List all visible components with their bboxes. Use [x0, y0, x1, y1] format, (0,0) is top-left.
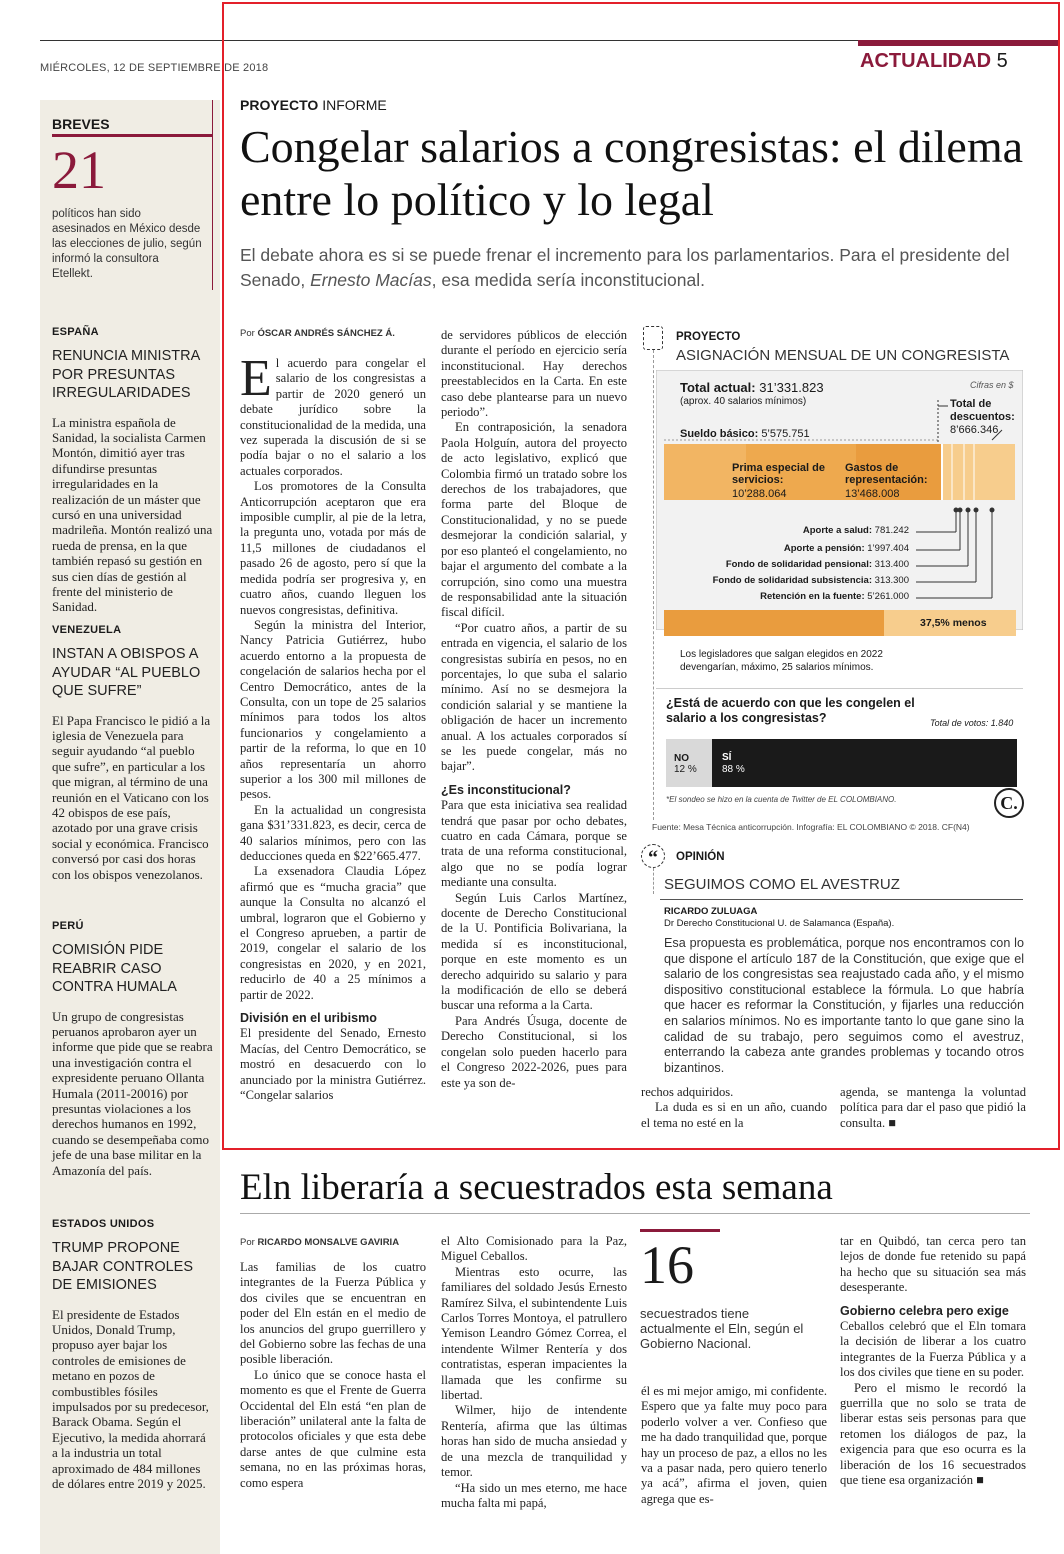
poll-divider	[656, 688, 1023, 689]
paragraph: El presidente del Senado, Ernesto Macías, del Centro Democrático, se mostró en desacuerdo con lo anunciado por la ministra Gutiérrez. “Congelar salarios	[240, 1026, 426, 1103]
gastos-value: 13’468.008	[845, 488, 900, 500]
paragraph: Lo único que se conoce hasta el momento es que el Frente de Guerra Occidental del Eln está “en plan de liberación” unilateral ante la falta de protocolos oficiales y que esta debe darse antes de que culmine esta semana, no en las próximas horas, como espera	[240, 1367, 426, 1490]
brief-country: ESPAÑA	[52, 326, 99, 338]
poll-question: ¿Está de acuerdo con que les congelen el salario a los congresistas?	[666, 696, 915, 725]
stat-bar	[640, 1229, 720, 1232]
sidebar-item-venezuela	[52, 624, 214, 882]
deduction-value: 1’997.404	[867, 543, 909, 554]
brief-title: INSTAN A OBISPOS A AYUDAR “AL PUEBLO QUE SUFRE”	[52, 646, 201, 699]
deduction-label: Fondo de solidaridad pensional:	[725, 559, 873, 570]
paragraph: Según la ministra del Interior, Nancy Patricia Gutiérrez, hubo acuerdo entorno a la propuesta de congelación de salarios hecha por el Centro Democrático, antes de la Consulta, con un tope de 25 salarios mínimos para todos los altos funcionarios y congelamiento a partir de la reforma, lo que en 10 años representaría un ahorro superior a los 300 mil millones de pesos.	[240, 617, 426, 802]
paragraph: Mientras esto ocurre, las familiares del soldado Jesús Ernesto Ramírez Silva, el subintendente Luis Carlos Torres Montoya, el patrullero Yemison Leandro Gómez Correa, el intendente Wilmer Rentería y dos contratistas, esperan impacientes la llamada que les confirme su libertad.	[441, 1264, 627, 1403]
subheading: División en el uribismo	[240, 1011, 377, 1026]
stat-text: secuestrados tiene actualmente el Eln, según el Gobierno Nacional.	[640, 1306, 804, 1351]
total-actual	[680, 380, 824, 395]
article-column-4	[840, 1085, 1026, 1131]
subheading: Gobierno celebra pero exige	[840, 1303, 1009, 1318]
paragraph: Según Luis Carlos Martínez, docente de Derecho Constitucional de la U. Pontificia Bolivariana, la medida sí es inconstitucional, porque en este momento es un derecho adquirido su salario y para la modificación de ello se deberá buscar una reforma a la Carta.	[441, 890, 627, 1013]
breves-number: 21	[52, 140, 106, 200]
descuentos-label: Total de descuentos:	[950, 398, 1015, 423]
brief-body: Un grupo de congresistas peruanos aprobaron ayer un informe que pide que se reabra una investigación contra el expresidente peruano Ollanta Humala (2011-20016) por presuntas violaciones a los derechos humanos en 1992, cuando se desempeñaba como jefe de una base militar en la Amazonía del país.	[52, 1008, 213, 1178]
deduction-label: Retención en la fuente:	[760, 591, 865, 602]
opinion-guide-line	[653, 868, 654, 894]
paragraph: de servidores públicos de elección durante el período en ejercicio sería inconstitucional. Hay derechos preestablecidos en la Carta. En este caso debe plantearse para un nuevo periodo”.	[441, 328, 627, 420]
paragraph: “Por cuatro años, a partir de su entrada en vigencia, el salario de los congresistas subiría en pesos, no en porcentajes, lo que suba el salario mínimo. Así no se desmejora la condición salarial y se mantiene la obligación de hacer un incremento anual. A los actuales corporados sí se les puede congelar, más no bajar”.	[441, 620, 627, 774]
article2-column-2	[441, 1234, 627, 1511]
deduction-value: 5’261.000	[867, 591, 909, 602]
byline-author: ÓSCAR ANDRÉS SÁNCHEZ Á.	[257, 328, 395, 339]
total-value: 31’331.823	[759, 380, 824, 395]
total-label: Total actual:	[680, 380, 756, 395]
byline-author: RICARDO MONSALVE GAVIRIA	[257, 1237, 400, 1248]
deduction-value: 313.300	[874, 575, 909, 586]
issue-date: MIÉRCOLES, 12 DE SEPTIEMBRE DE 2018	[40, 62, 269, 74]
deduction-label: Aporte a salud:	[802, 525, 873, 536]
prima-value: 10’288.064	[732, 488, 787, 500]
paragraph: el Alto Comisionado para la Paz, Miguel Ceballos.	[441, 1234, 627, 1264]
article2-column-4	[840, 1234, 1026, 1489]
document-icon	[643, 326, 663, 350]
paragraph: La exsenadora Claudia López afirmó que es “mucha gracia” que aunque la Consulta no alcanzó el umbral, lograron que el Gobierno y el Congreso aprueben, a partir de 2019, congelar el salario de los congresistas en 2020, y en 2021, reducirlo de 40 a 25 mínimos a partir de 2022.	[240, 864, 426, 1002]
paragraph: Para Andrés Úsuga, docente de Derecho Constitucional, si los congelan solo pueden hacerlo para el Congreso 2022-2026, pues para este ya son de-	[441, 1013, 627, 1090]
paragraph: él es mi mejor amigo, mi confidente. Espero que ya falte muy poco para poderlo volver a ver. Confieso que me ha dado tranquilidad que, porque hay un proceso de paz, a ellos no les va a pasar nada, pero quiero tenerlo ya acá”, afirma el joven, quien agrega que es-	[641, 1384, 827, 1506]
brief-body: La ministra española de Sanidad, la socialista Carmen Montón, dimitió ayer tras difundirse presuntas irregularidades en la realización de un máster que cursó en una universidad madrileña. Montón realizó una rueda de prensa, en la que también repasó su gestión en sus cien días de gestión al frente del ministerio de Sanidad.	[52, 414, 213, 615]
deduction-label: Fondo de solidaridad subsistencia:	[712, 575, 873, 586]
article-headline: Congelar salarios a congresistas: el dilema entre lo político y lo legal	[240, 121, 1024, 225]
poll-no-value: 12 %	[674, 764, 697, 775]
paragraph: En contraposición, la senadora Paola Holguín, autora del proyecto de acto legislativo, explicó que Colombia firmó un tratado sobre los derechos de los trabajadores, que forma parte del Bloque de Constitucionalidad, y no se puede desmejorar la condición salarial, y por eso planteó el congelamiento, no bajar el argumento del combate a la corrupción, sino como una muestra de responsabilidad ante la situación fiscal difícil.	[441, 420, 627, 620]
article2-byline	[240, 1237, 399, 1248]
poll-no-bar	[666, 739, 712, 787]
reduction-label: 37,5% menos	[920, 617, 987, 629]
infographic-kicker: PROYECTO	[676, 331, 741, 343]
brief-title: COMISIÓN PIDE REABRIR CASO CONTRA HUMALA	[52, 942, 177, 995]
poll-si-label: SÍ	[722, 752, 732, 763]
article2-column-1	[240, 1260, 426, 1491]
reduction-bar-fill	[664, 610, 884, 636]
paragraph: rechos adquiridos.	[641, 1085, 734, 1099]
brief-title: TRUMP PROPONE BAJAR CONTROLES DE EMISIONES	[52, 1240, 193, 1293]
deduction-value: 781.242	[874, 525, 909, 536]
sidebar-item-estados-unidos	[52, 1218, 214, 1491]
deduction-label: Aporte a pensión:	[783, 543, 865, 554]
article-column-1	[240, 350, 426, 1104]
paragraph: Ceballos celebró que el Eln tomara la decisión de liberar a los cuatro integrantes de la Fuerza Pública y a los dos civiles que tiene en su poder.	[840, 1319, 1026, 1380]
opinion-author: RICARDO ZULUAGA	[664, 906, 758, 917]
sueldo-label-text: Sueldo básico:	[680, 428, 759, 440]
total-approx: (aprox. 40 salarios mínimos)	[680, 396, 807, 407]
deduction-salud	[803, 525, 909, 536]
poll-total: Total de votos: 1.840	[930, 718, 1014, 728]
paragraph: Wilmer, hijo de intendente Rentería, afirma que las últimas horas han sido de mucha ansiedad y de una mezcla de tranquilidad y temor.	[441, 1403, 627, 1480]
future-note: Los legisladores que salgan elegidos en 2022 devengarían, máximo, 25 salarios mínimos.	[680, 649, 883, 673]
paragraph: Las familias de los cuatro integrantes de la Fuerza Pública y dos civiles que se encuentran en poder del Eln están en el medio de los anuncios del grupo guerrillero y del Gobierno sobre las fechas de una posible liberación.	[240, 1260, 426, 1367]
sidebar-item-espana	[52, 326, 214, 615]
opinion-title: SEGUIMOS COMO EL AVESTRUZ	[664, 876, 900, 893]
sueldo-label	[680, 428, 810, 440]
deduction-pension	[784, 543, 909, 554]
kicker-text: INFORME	[322, 97, 387, 113]
quote-icon: “	[641, 844, 665, 868]
stat-number: 16	[640, 1235, 694, 1295]
article-byline	[240, 328, 395, 339]
sidebar-item-peru	[52, 920, 214, 1178]
opinion-rule	[660, 899, 1023, 900]
poll-si-bar	[712, 739, 1017, 787]
breves-bar	[52, 134, 212, 137]
subheading: ¿Es inconstitucional?	[441, 782, 571, 797]
page-number: 5	[996, 50, 1008, 72]
lead-text: El debate ahora es si se puede frenar el incremento para los parlamentarios. Para el presidente del Senado,	[240, 245, 1010, 290]
paragraph: Los promotores de la Consulta Anticorrupción aceptaron que era imposible cumplir, al pie de la letra, la pregunta uno, votada por más de 11,5 millones de ciudadanos el pasado 26 de agosto, pero sí que la medida podría ser progresiva y, en cuatro años, cuando lleguen los nuevos congresistas, definitiva.	[240, 479, 426, 617]
breves-divider	[212, 100, 213, 290]
kicker-bold: PROYECTO	[240, 97, 319, 113]
paragraph: Para que esta iniciativa sea realidad tendrá que pasar por ocho debates, cuatro en cada Cámara, porque se trata de una reforma constitucional, algo que no se podía lograr mediante una consulta.	[441, 798, 627, 890]
opinion-author-role: Dr Derecho Constitucional U. de Salamanca (España).	[664, 918, 895, 929]
gastos-label: Gastos de representación:	[845, 462, 928, 486]
brief-country: PERÚ	[52, 920, 84, 932]
sueldo-value: 5’575.751	[761, 428, 810, 440]
paragraph: tar en Quibdó, tan cerca pero tan lejos de donde fue retenido su papá ha hecho que su situación sea más desesperante.	[840, 1234, 1026, 1295]
el-colombiano-logo: C.	[994, 788, 1024, 818]
infographic-source: Fuente: Mesa Técnica anticorrupción. Infografía: EL COLOMBIANO © 2018. CF(N4)	[652, 822, 970, 832]
paragraph: agenda, se mantenga la voluntad política para dar el paso que pidió la consulta. ■	[840, 1085, 1026, 1130]
article-lead	[240, 243, 1030, 293]
brief-body: El Papa Francisco le pidió a la iglesia de Venezuela para seguir ayudando “al pueblo que sufre”, en particular a los que migran, al término de una reunión en el Vaticano con los 42 obispos de ese país, azotado por una grave crisis social y económica. Francisco conversó por casi dos horas con los obispos venezolanos.	[52, 712, 211, 882]
paragraph: l acuerdo para congelar el salario de los congresistas a partir de 2020 generó un debate jurídico sobre la constitucionalidad de la medida, una vez superada la discusión de si se podía bajar o no el salario a los actuales corporados.	[240, 356, 426, 478]
article2-headline: Eln liberaría a secuestrados esta semana	[240, 1167, 833, 1208]
article2-column-3	[641, 1384, 827, 1507]
chart-note: Cifras en $	[970, 380, 1014, 390]
poll-note: *El sondeo se hizo en la cuenta de Twitter de EL COLOMBIANO.	[666, 795, 897, 804]
article2-rule	[240, 1213, 1030, 1214]
paragraph: “Ha sido un mes eterno, me hace mucha falta mi papá,	[441, 1480, 627, 1510]
dropcap: E	[240, 350, 272, 407]
opinion-text: Esa propuesta es problemática, porque nos encontramos con lo que dispone el artículo 187 de la Constitución, que exige que el salario de los congresistas sea reajustado cada año, y el mismo dispositivo constitucional establece la fórmula. Lo que habría que hacer es reformar la Constitución, y fijarles una reducción en salarios mínimos. No es importante tanto lo que gane sino la calidad de su trabajo, pero seguimos como el avestruz, enterrando la cabeza ante grandes problemas y tocando otros bizantinos.	[664, 936, 1024, 1075]
breves-label: BREVES	[52, 116, 110, 132]
article-column-2	[441, 328, 627, 1091]
breves-text: políticos han sido asesinados en México desde las elecciones de julio, según informó la consultora Etellekt.	[52, 208, 202, 280]
brief-country: ESTADOS UNIDOS	[52, 1218, 155, 1230]
deduction-solidaridad-pensional	[726, 559, 909, 570]
infographic-title: ASIGNACIÓN MENSUAL DE UN CONGRESISTA	[676, 347, 1010, 364]
poll-no-label: NO	[674, 753, 689, 764]
section-name: ACTUALIDAD	[860, 50, 992, 72]
byline-por: Por	[240, 1237, 255, 1248]
lead-text-end: , esa medida sería inconstitucional.	[431, 270, 705, 290]
deduction-retencion	[760, 591, 909, 602]
poll-si-value: 88 %	[722, 764, 745, 775]
paragraph: En la actualidad un congresista gana $31’331.823, es decir, cerca de 40 salarios mínimos, pero con las deducciones queda en $22’665.477.	[240, 802, 426, 863]
opinion-kicker: OPINIÓN	[676, 851, 725, 863]
lead-name: Ernesto Macías	[310, 270, 432, 290]
article-column-3	[641, 1085, 827, 1131]
paragraph: Pero el mismo le recordó la guerrilla que no solo se trata de liberar estas seis personas para que retomen los diálogos de paz, la exigencia para que eso ocurra es la liberación de los 16 secuestrados que tiene esa organización ■	[840, 1380, 1026, 1488]
descuentos-value: 8’666.346	[950, 424, 999, 436]
deduction-solidaridad-subsistencia	[713, 575, 909, 586]
byline-por: Por	[240, 328, 255, 339]
prima-label: Prima especial de servicios:	[732, 462, 825, 486]
brief-title: RENUNCIA MINISTRA POR PRESUNTAS IRREGULARIDADES	[52, 348, 200, 401]
article-kicker	[240, 97, 387, 113]
deduction-value: 313.400	[874, 559, 909, 570]
infographic-guide-line	[653, 350, 654, 820]
brief-country: VENEZUELA	[52, 624, 122, 636]
bar-descuentos	[942, 444, 1015, 500]
brief-body: El presidente de Estados Unidos, Donald Trump, propuso ayer bajar los controles de emisiones de metano en pozos de combustibles fósiles impulsados por su predecesor, Barack Obama. Según el Ejecutivo, la medida ahorrará a la industria un total aproximado de 484 millones de dólares entre 2019 y 2025.	[52, 1306, 209, 1491]
paragraph: La duda es si en un año, cuando el tema no esté en la	[641, 1100, 827, 1130]
